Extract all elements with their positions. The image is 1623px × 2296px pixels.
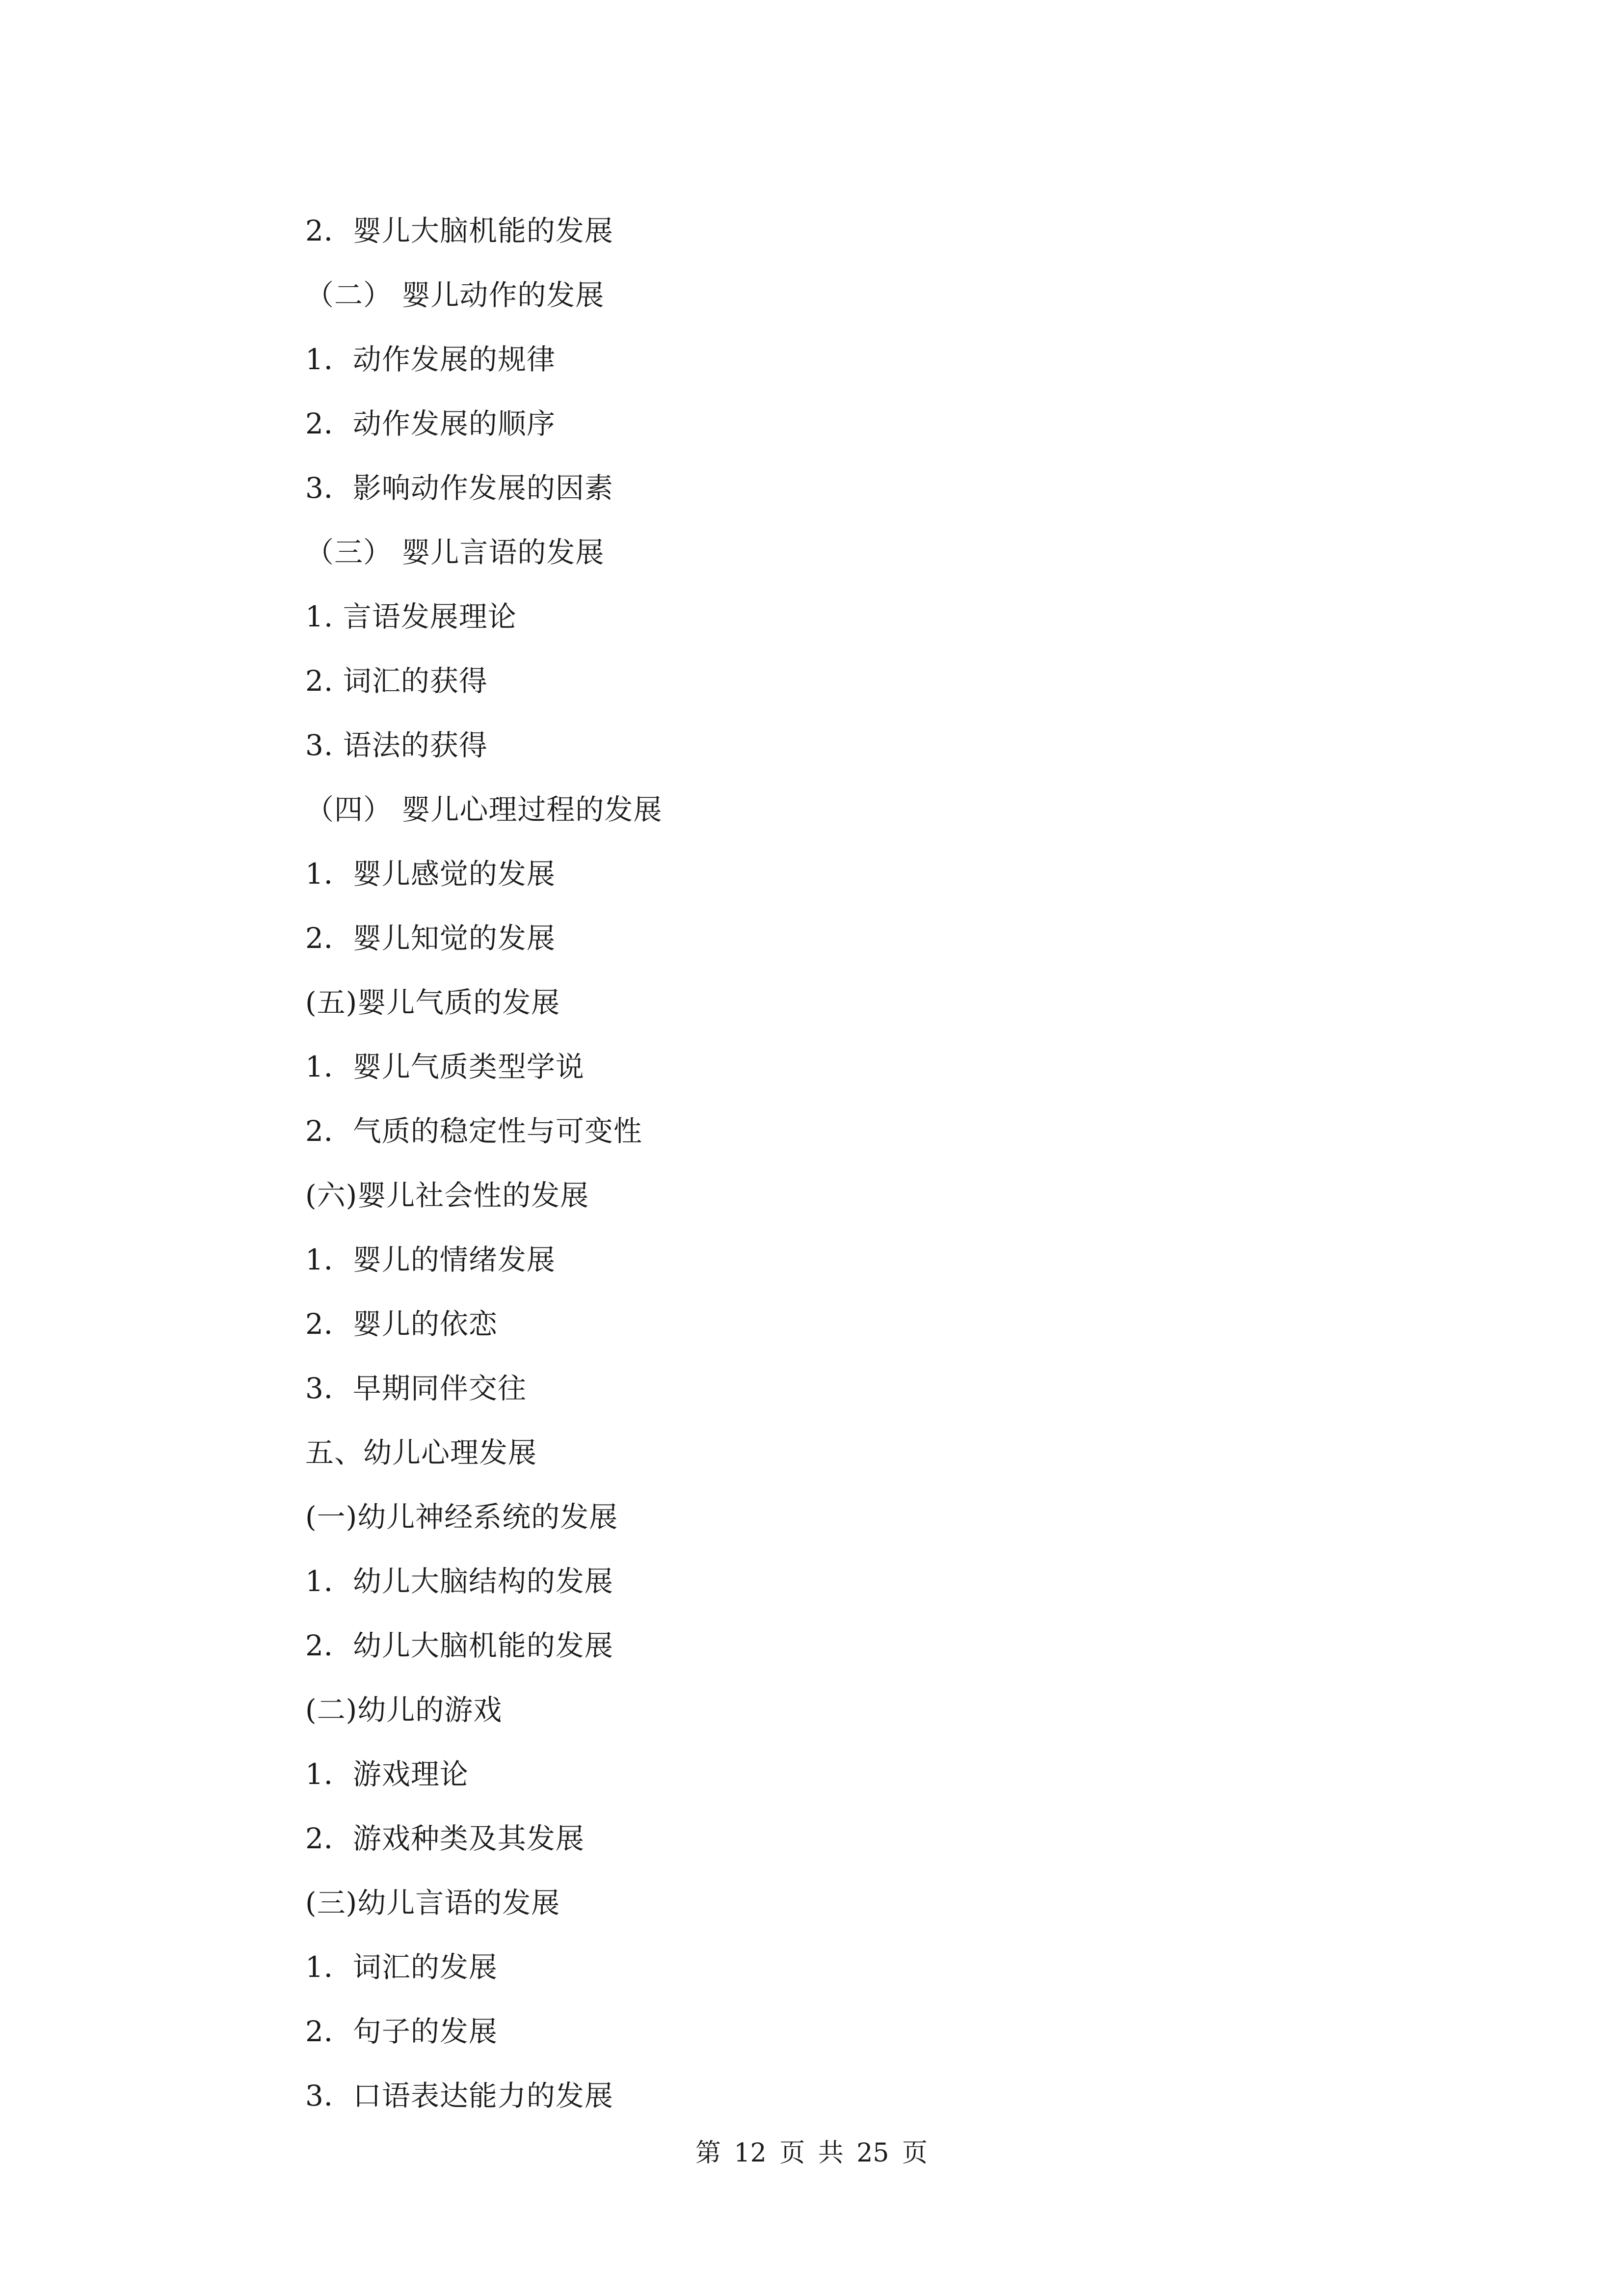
outline-line: 1．游戏理论 (305, 1757, 469, 1791)
outline-line: (一)幼儿神经系统的发展 (305, 1500, 618, 1534)
footer-suffix: 页 (902, 2138, 928, 2168)
current-page-number: 12 (734, 2138, 767, 2168)
outline-line: 五、幼儿心理发展 (305, 1436, 537, 1469)
outline-line: 1．婴儿感觉的发展 (305, 857, 556, 891)
outline-line: 2．婴儿的依恋 (305, 1307, 498, 1341)
footer-prefix: 第 (695, 2138, 721, 2168)
outline-line: (六)婴儿社会性的发展 (305, 1179, 589, 1212)
outline-line: 2．句子的发展 (305, 2015, 498, 2048)
outline-line: (五)婴儿气质的发展 (305, 986, 560, 1019)
outline-line: 1．词汇的发展 (305, 1950, 498, 1984)
total-page-count: 25 (856, 2138, 889, 2168)
outline-line: 3. 语法的获得 (305, 729, 488, 762)
outline-line: 2. 词汇的获得 (305, 664, 488, 698)
footer-middle: 页 共 (779, 2138, 844, 2168)
outline-line: 1．婴儿气质类型学说 (305, 1050, 585, 1083)
outline-line: 2．幼儿大脑机能的发展 (305, 1629, 613, 1662)
outline-line: 3．影响动作发展的因素 (305, 471, 613, 505)
outline-line: (三)幼儿言语的发展 (305, 1886, 560, 1919)
outline-line: 3．早期同伴交往 (305, 1372, 527, 1405)
outline-line: 2．游戏种类及其发展 (305, 1822, 585, 1855)
outline-line: （四） 婴儿心理过程的发展 (305, 793, 663, 826)
outline-line: 1．幼儿大脑结构的发展 (305, 1565, 613, 1598)
outline-line: 1. 言语发展理论 (305, 600, 517, 633)
page-footer (0, 2134, 1623, 2173)
outline-line: 2．气质的稳定性与可变性 (305, 1114, 642, 1148)
outline-line: （二） 婴儿动作的发展 (305, 278, 605, 312)
outline-line: 2．婴儿知觉的发展 (305, 921, 556, 955)
outline-line: (二)幼儿的游戏 (305, 1693, 503, 1727)
outline-line: 2．婴儿大脑机能的发展 (305, 214, 613, 247)
outline-line: （三） 婴儿言语的发展 (305, 536, 605, 569)
outline-line: 2．动作发展的顺序 (305, 407, 556, 440)
outline-line: 3．口语表达能力的发展 (305, 2079, 613, 2112)
outline-line: 1．动作发展的规律 (305, 343, 556, 376)
outline-line: 1．婴儿的情绪发展 (305, 1243, 556, 1276)
outline-list (305, 206, 1483, 2135)
